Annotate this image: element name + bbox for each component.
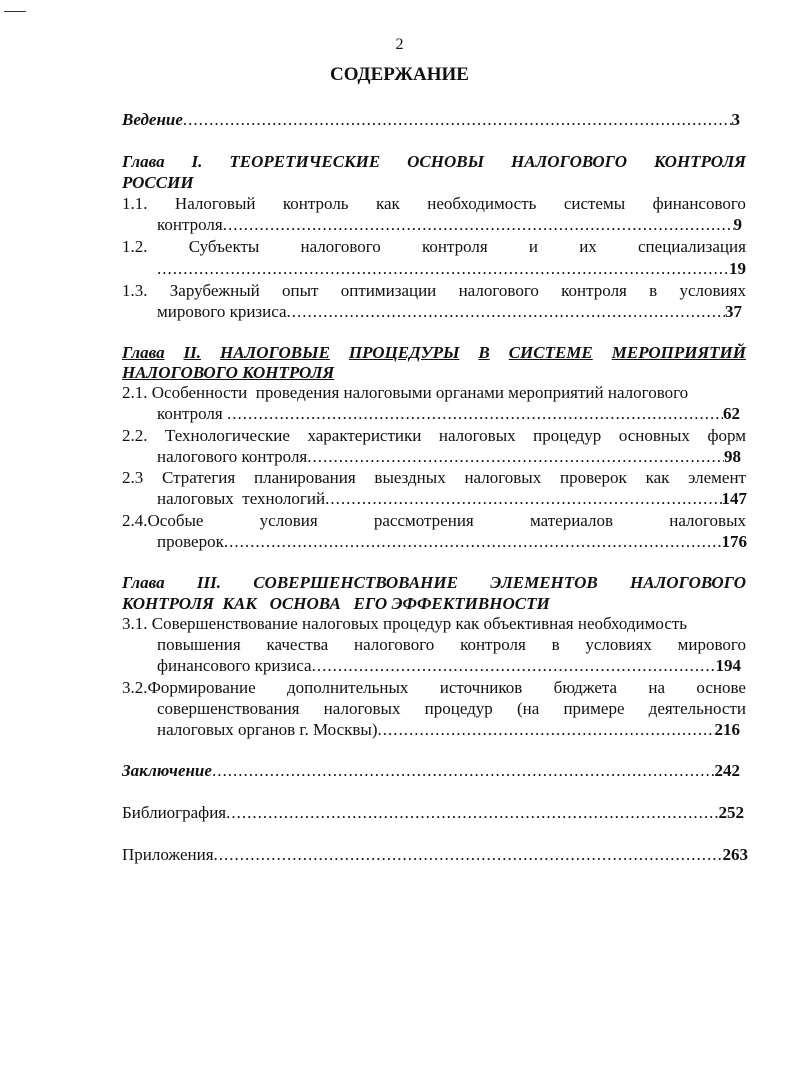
toc-entry-2-3[interactable]: 2.3 Стратегия планирования выездных налоговых проверок как элемент [122,468,746,487]
page-title: СОДЕРЖАНИЕ [330,64,469,85]
toc-page-number: 9 [733,215,742,234]
dot-leader [287,301,725,323]
toc-entry-label: Ведение [122,110,183,129]
toc-entry-3-2-cont2[interactable]: налоговых органов г. Москвы) ..... 216 [157,719,740,741]
toc-entry-2-2-cont[interactable]: налогового контроля ..... 98 [157,446,741,468]
toc-entry-2-4[interactable]: 2.4.Особые условия рассмотрения материалов налоговых [122,511,746,530]
dot-leader [226,802,718,824]
toc-entry-1-2[interactable]: 1.2. Субъекты налогового контроля и их специализация [122,237,746,256]
dot-leader [224,531,722,553]
toc-page-number: 242 [714,761,740,780]
toc-entry-1-1[interactable]: 1.1. Налоговый контроль как необходимость системы финансового [122,194,746,213]
dot-leader [157,258,729,280]
toc-page-number: 216 [714,720,740,739]
toc-entry-1-3-cont[interactable]: мирового кризиса ..... 37 [157,301,742,323]
toc-entry-1-2-cont[interactable] [157,258,746,280]
toc-entry-2-2[interactable]: 2.2. Технологические характеристики налоговых процедур основных форм [122,426,746,445]
toc-entry-2-1-cont[interactable]: контроля ..... 62 [157,403,740,425]
toc-entry-3-1[interactable]: 3.1. Совершенствование налоговых процедур как объективная необходимость [122,614,688,633]
toc-entry-2-1[interactable]: 2.1. Особенности проведения налоговыми органами мероприятий налогового [122,383,689,402]
dot-leader [378,719,715,741]
chapter-heading-cont: КОНТРОЛЯ КАК ОСНОВА ЕГО ЭФФЕКТИВНОСТИ [122,594,550,613]
toc-page-number: 37 [725,302,742,321]
toc-entry-conclusion[interactable]: Заключение ..... 242 [122,760,740,782]
dot-leader [183,109,732,131]
toc-entry-3-2-cont[interactable]: совершенствования налоговых процедур (на примере деятельности [157,699,746,718]
toc-entry-2-4-cont[interactable]: проверок ..... 176 [157,531,747,553]
dot-leader [212,760,715,782]
dot-leader [214,844,723,866]
toc-page-number: 176 [721,532,747,551]
toc-page-number: 19 [729,259,746,278]
dot-leader [312,655,716,677]
chapter-heading[interactable]: Глава III. СОВЕРШЕНСТВОВАНИЕ ЭЛЕМЕНТОВ НАЛОГОВОГО [122,573,746,592]
toc-entry-1-3[interactable]: 1.3. Зарубежный опыт оптимизации налогового контроля в условиях [122,281,746,300]
toc-entry-intro[interactable] [122,109,740,131]
dot-leader [307,446,724,468]
chapter-heading[interactable]: Глава I. ТЕОРЕТИЧЕСКИЕ ОСНОВЫ НАЛОГОВОГО КОНТРОЛЯ [122,152,746,171]
page-number: 2 [395,36,404,53]
chapter-heading-cont: РОССИИ [122,173,194,192]
toc-entry-3-1-cont[interactable]: повышения качества налогового контроля в условиях мирового [157,635,746,654]
toc-page-number: 62 [723,404,740,423]
dot-leader [325,488,721,510]
toc-page-number: 263 [722,845,748,864]
toc-entry-3-1-cont2[interactable]: финансового кризиса ..... 194 [157,655,741,677]
dot-leader [227,403,723,425]
chapter-heading-cont: НАЛОГОВОГО КОНТРОЛЯ [122,363,335,382]
toc-page-number: 98 [724,447,741,466]
toc-page-number: 252 [718,803,744,822]
toc-entry-2-3-cont[interactable]: налоговых технологий ..... 147 [157,488,747,510]
toc-entry-appendices[interactable]: Приложения ..... 263 [122,844,748,866]
toc-entry-1-1-cont[interactable]: контроля ..... 9 [157,214,742,236]
toc-page-number: 3 [731,110,740,129]
scan-mark [4,11,26,12]
dot-leader [223,214,734,236]
toc-page-number: 194 [715,656,741,675]
toc-entry-bibliography[interactable]: Библиография ..... 252 [122,802,744,824]
toc-page-number: 147 [721,489,747,508]
toc-entry-3-2[interactable]: 3.2.Формирование дополнительных источников бюджета на основе [122,678,746,697]
chapter-heading[interactable]: Глава II. НАЛОГОВЫЕ ПРОЦЕДУРЫ В СИСТЕМЕ МЕРОПРИЯТИЙ [122,343,746,362]
